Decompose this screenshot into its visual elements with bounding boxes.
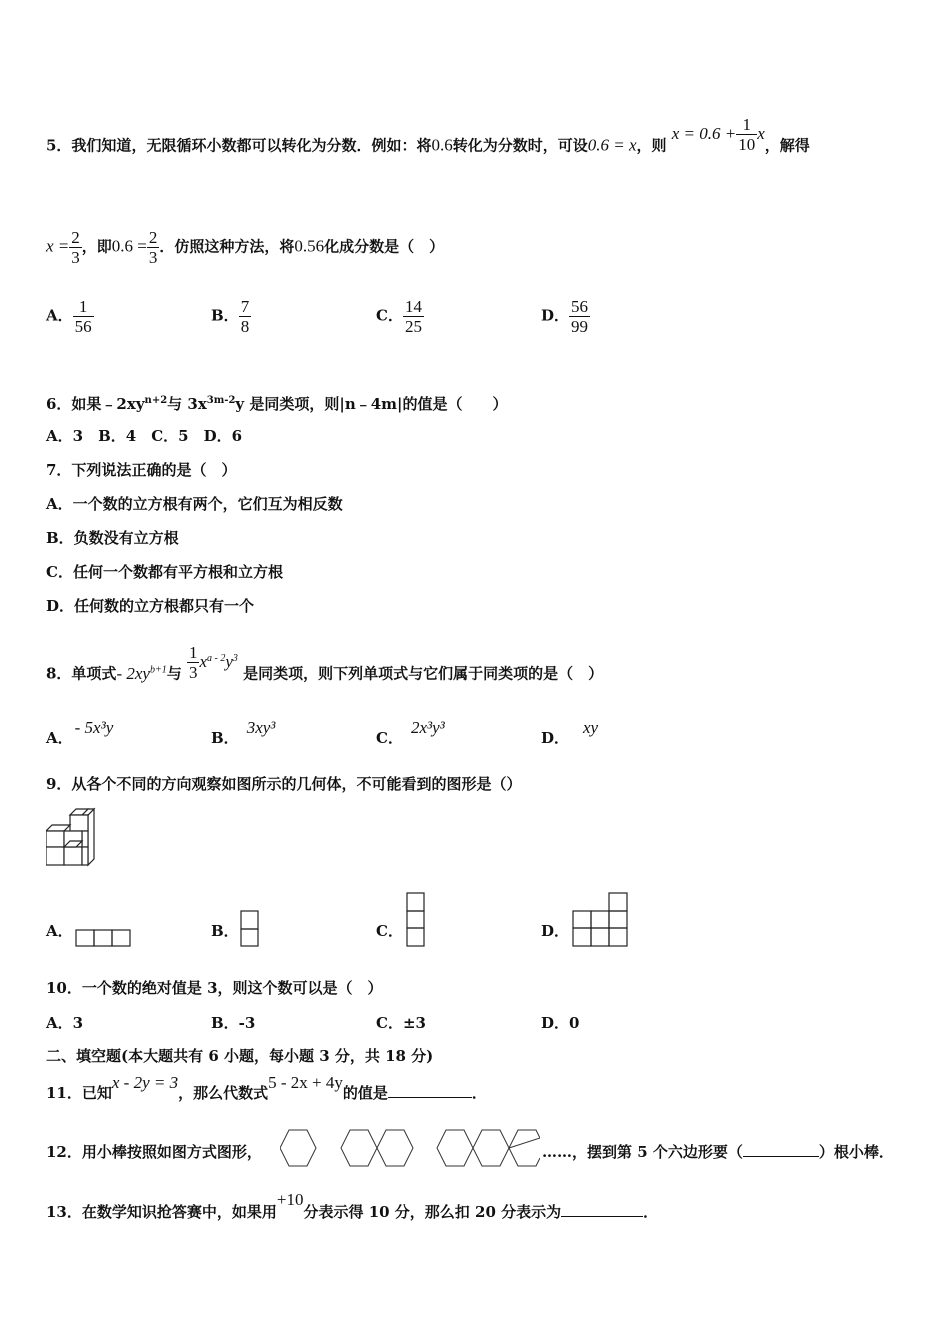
q5-fraction-tenth: $\frac{1}{10}$ — [738, 115, 756, 154]
q8-option-c[interactable]: C．2x³y³ — [376, 718, 445, 747]
q5-equation-2: x = 0.6 + $\frac{1}{10}$ x — [671, 115, 765, 154]
q12-hexagon-pattern — [280, 1128, 540, 1168]
q5-equation-1: 0.6 = x — [587, 135, 637, 155]
q11-equation: x - 2y = 3 — [111, 1073, 179, 1092]
q7-option-a[interactable]: A．一个数的立方根有两个，它们互为相反数 — [46, 495, 343, 513]
q10-option-c[interactable]: C．±3 — [376, 1014, 426, 1032]
q7-option-c[interactable]: C．任何一个数都有平方根和立方根 — [46, 563, 283, 581]
q11-answer-blank[interactable] — [388, 1083, 472, 1098]
q12-stem-b: ……，摆到第 5 个六边形要（ ）根小棒． — [542, 1143, 894, 1161]
q9-option-b-figure[interactable] — [240, 910, 260, 948]
q7-stem: 7．下列说法正确的是（ ） — [46, 461, 237, 479]
q6-options: A．3 B．4 C．5 D．6 — [46, 427, 243, 445]
q8-option-b[interactable]: B．3xy³ — [211, 718, 276, 747]
q9-geometric-solid — [46, 807, 112, 871]
q13-answer-blank[interactable] — [561, 1202, 643, 1217]
q9-option-a-figure[interactable] — [75, 929, 133, 947]
q6-stem: 6．如果$﹣2xy^{n+2}$与 $3x^{3m-2}y$ 是同类项，则|n﹣4m|的值是（ ） — [46, 395, 508, 413]
q9-option-d-figure[interactable] — [571, 892, 631, 948]
q8-monomial-2: $\frac{1}{3}$ $x^{a - 2}y^3$ — [188, 643, 238, 682]
q8-monomial-1: - $2xy^{b+1}$ — [116, 663, 167, 683]
q9-stem: 9．从各个不同的方向观察如图所示的几何体，不可能看到的图形是（） — [46, 775, 522, 793]
q5-option-d[interactable]: D． $\frac{56}{99}$ — [541, 297, 589, 336]
q5-option-b[interactable]: B． $\frac{7}{8}$ — [211, 297, 250, 336]
q7-option-d[interactable]: D．任何数的立方根都只有一个 — [46, 597, 255, 615]
q8-option-d[interactable]: D．xy — [541, 718, 599, 747]
q9-option-b-label[interactable]: B． — [211, 922, 239, 940]
q5-option-c[interactable]: C． $\frac{14}{25}$ — [376, 297, 422, 336]
q9-option-c-label[interactable]: C． — [376, 922, 403, 940]
q12-answer-blank[interactable] — [743, 1142, 819, 1157]
q10-option-d[interactable]: D．0 — [541, 1014, 580, 1032]
q9-option-c-figure[interactable] — [406, 892, 426, 948]
q8-option-a[interactable]: A．- 5x³y — [46, 718, 114, 747]
q10-stem: 10．一个数的绝对值是 3，则这个数可以是（ ） — [46, 979, 383, 997]
q12-stem-a: 12．用小棒按照如图方式图形， — [46, 1143, 262, 1161]
q13-expression: +10 — [276, 1190, 304, 1209]
q9-option-a-label[interactable]: A． — [46, 922, 73, 940]
q8-stem: 8．单项式- $2xy^{b+1}$与 $\frac{1}{3}$ $x^{a - 2}y^3$ 是同类项，则下列单项式与它们属于同类项的是（ ） — [46, 643, 604, 683]
q5-fraction-two-thirds-2: $\frac{2}{3}$ — [148, 228, 158, 267]
q13-stem: 13．在数学知识抢答赛中，如果用+10分表示得 10 分，那么扣 20 分表示为 ． — [46, 1190, 659, 1221]
q5-decimal-3: 0.56 — [294, 236, 325, 256]
q11-expression: 5 - 2x + 4y — [268, 1073, 343, 1092]
section-2-heading: 二、填空题(本大题共有 6 小题，每小题 3 分，共 18 分) — [46, 1047, 434, 1065]
q5-decimal-1: 0.6 — [431, 135, 453, 155]
q10-option-b[interactable]: B．-3 — [211, 1014, 256, 1032]
q7-option-b[interactable]: B．负数没有立方根 — [46, 529, 179, 547]
q5-fraction-two-thirds: $\frac{2}{3}$ — [71, 228, 80, 267]
q5-line1: 5．我们知道，无限循环小数都可以转化为分数．例如：将0.6转化为分数时，可设0.6 = x，则 x = 0.6 + $\frac{1}{10}$ x，解得 — [46, 115, 810, 155]
q5-option-a[interactable]: A． $\frac{1}{56}$ — [46, 297, 92, 336]
q10-option-a[interactable]: A．3 — [46, 1014, 84, 1032]
q9-option-d-label[interactable]: D． — [541, 922, 570, 940]
q5-line2: x = $\frac{2}{3}$ ，即0.6 = $\frac{2}{3}$ ．仿照这种方法，将0.56化成分数是（ ） — [46, 228, 445, 267]
q11-stem: 11．已知x - 2y = 3，那么代数式5 - 2x + 4y的值是 ． — [46, 1073, 487, 1102]
